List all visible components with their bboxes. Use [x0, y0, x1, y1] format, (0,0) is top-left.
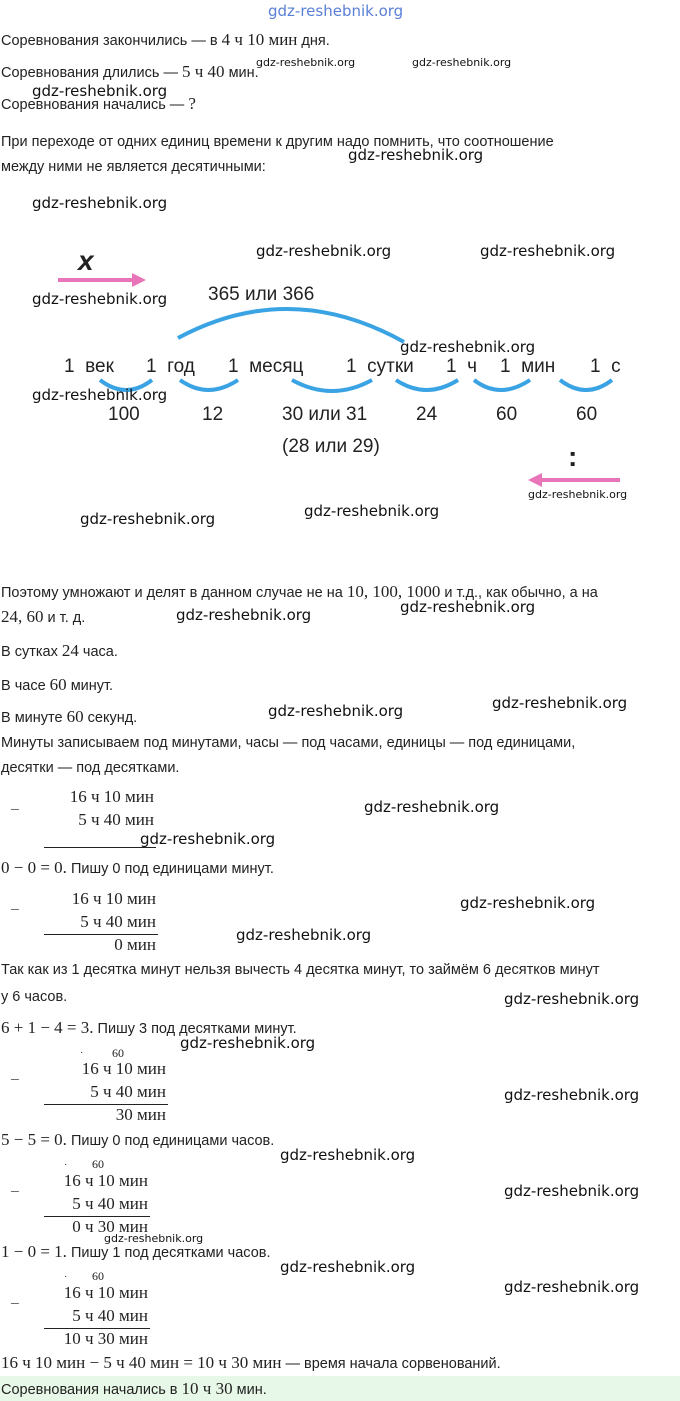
unit-hour: 1 ч [446, 356, 478, 377]
result: 0 ч 30 мин [72, 1217, 148, 1236]
borrow-mark: 60 [92, 1269, 104, 1283]
watermark: gdz-reshebnik.org [176, 606, 312, 624]
result: 30 мин [115, 1105, 166, 1124]
ratio-minute-second: 60 [576, 404, 598, 425]
watermark: gdz-reshebnik.org [32, 82, 168, 100]
left-arrow-head [528, 473, 542, 487]
step-line: 0 − 0 = 0. Пишу 0 под единицами минут. [1, 858, 274, 877]
borrow-mark: 60 [92, 1157, 104, 1171]
subtrahend: 5 ч 40 мин [72, 1194, 148, 1213]
watermark: gdz-reshebnik.org [412, 56, 512, 69]
arc-label: 365 или 366 [208, 284, 315, 305]
watermark: gdz-reshebnik.org [480, 242, 616, 260]
equation-line: 16 ч 10 мин − 5 ч 40 мин = 10 ч 30 мин — время начала сорвенований. [1, 1353, 501, 1372]
ratio-note: (28 или 29) [282, 436, 380, 457]
unit-second: 1 с [590, 356, 621, 377]
text-line: 24, 60 и т. д. [1, 607, 86, 626]
right-arrow-head [132, 273, 146, 287]
minus-sign: − [10, 1182, 20, 1201]
unit-century: 1 век [64, 356, 114, 377]
subtrahend: 5 ч 40 мин [80, 912, 156, 931]
unit-year: 1 год [146, 356, 195, 377]
subtrahend: 5 ч 40 мин [78, 810, 154, 829]
ratio-year-month: 12 [202, 404, 224, 425]
arc-minute-second [560, 380, 612, 390]
watermark: gdz-reshebnik.org [504, 1086, 640, 1104]
watermark: gdz-reshebnik.org [32, 194, 168, 212]
text-line: При переходе от одних единиц времени к другим надо помнить, что соотношение [1, 134, 554, 150]
minus-sign: − [10, 800, 20, 819]
minus-sign: − [10, 1294, 20, 1313]
arc-month-day [292, 380, 372, 391]
watermark: gdz-reshebnik.org [140, 830, 276, 848]
minus-sign: − [10, 1070, 20, 1089]
year-days-arc [178, 309, 404, 342]
ratio-day-hour: 24 [416, 404, 438, 425]
borrow-dot: · [64, 1159, 68, 1170]
watermark: gdz-reshebnik.org [504, 990, 640, 1008]
watermark: gdz-reshebnik.org [32, 290, 168, 308]
step-line: 6 + 1 − 4 = 3. Пишу 3 под десятками минут. [1, 1018, 297, 1037]
text-line: Минуты записываем под минутами, часы — под часами, единицы — под единицами, [1, 735, 576, 751]
watermark: gdz-reshebnik.org [304, 502, 440, 520]
result: 0 мин [114, 935, 156, 954]
text-line: Соревнования закончились — в 4 ч 10 мин дня. [1, 30, 330, 49]
watermark: gdz-reshebnik.org [364, 798, 500, 816]
result: 10 ч 30 мин [63, 1329, 148, 1348]
multiply-label: x [78, 245, 94, 276]
text-line: В сутках 24 часа. [1, 641, 118, 660]
watermark: gdz-reshebnik.org [504, 1182, 640, 1200]
borrow-dot: · [80, 1047, 84, 1058]
borrow-mark: 60 [112, 1046, 124, 1060]
text-line: десятки — под десятками. [1, 760, 180, 776]
minuend: 16 ч 10 мин [63, 1283, 148, 1302]
step-line: у 6 часов. [1, 989, 68, 1005]
subtrahend: 5 ч 40 мин [72, 1306, 148, 1325]
watermark: gdz-reshebnik.org [256, 56, 356, 69]
watermark: gdz-reshebnik.org [400, 338, 536, 356]
watermark: gdz-reshebnik.org [528, 488, 628, 501]
unit-day: 1 сутки [346, 356, 414, 377]
ratio-century-year: 100 [108, 404, 140, 425]
watermark: gdz-reshebnik.org [80, 510, 216, 528]
text-line: В часе 60 минут. [1, 675, 114, 694]
text-line: В минуте 60 секунд. [1, 707, 138, 726]
watermark: gdz-reshebnik.org [236, 926, 372, 944]
answer-line: Соревнования начались в 10 ч 30 мин. [1, 1379, 267, 1398]
arc-year-month [180, 380, 238, 390]
minuend: 16 ч 10 мин [81, 1059, 166, 1078]
subtrahend: 5 ч 40 мин [90, 1082, 166, 1101]
watermark: gdz-reshebnik.org [280, 1146, 416, 1164]
text-line: Поэтому умножают и делят в данном случае не на 10, 100, 1000 и т.д., как обычно, а на [1, 582, 598, 601]
minus-sign: − [10, 900, 20, 919]
minuend: 16 ч 10 мин [69, 787, 154, 806]
watermark: gdz-reshebnik.org [348, 146, 484, 164]
ratio-month-day: 30 или 31 [282, 404, 368, 425]
watermark: gdz-reshebnik.org [32, 386, 168, 404]
watermark: gdz-reshebnik.org [400, 598, 536, 616]
watermark: gdz-reshebnik.org [256, 242, 392, 260]
watermark: gdz-reshebnik.org [180, 1034, 316, 1052]
time-units-diagram [0, 230, 680, 530]
arc-hour-minute [474, 380, 530, 390]
unit-month: 1 месяц [228, 356, 304, 377]
watermark: gdz-reshebnik.org [268, 2, 404, 20]
watermark: gdz-reshebnik.org [504, 1278, 640, 1296]
text-line: между ними не является десятичными: [1, 159, 266, 175]
step-line: 5 − 5 = 0. Пишу 0 под единицами часов. [1, 1130, 275, 1149]
text-line: Соревнования начались — ? [1, 94, 196, 113]
watermark: gdz-reshebnik.org [280, 1258, 416, 1276]
divide-label: : [568, 441, 578, 472]
minuend: 16 ч 10 мин [63, 1171, 148, 1190]
watermark: gdz-reshebnik.org [460, 894, 596, 912]
step-line: Так как из 1 десятка минут нельзя вычесть 4 десятка минут, то займём 6 десятков минут [1, 962, 600, 978]
text-line: Соревнования длились — 5 ч 40 мин. [1, 62, 259, 81]
minuend: 16 ч 10 мин [71, 889, 156, 908]
watermark: gdz-reshebnik.org [104, 1232, 204, 1245]
unit-minute: 1 мин [500, 356, 556, 377]
step-line: 1 − 0 = 1. Пишу 1 под десятками часов. [1, 1242, 271, 1261]
borrow-dot: · [64, 1271, 68, 1282]
ratio-hour-minute: 60 [496, 404, 518, 425]
watermark: gdz-reshebnik.org [492, 694, 628, 712]
watermark: gdz-reshebnik.org [268, 702, 404, 720]
arc-day-hour [396, 380, 458, 390]
